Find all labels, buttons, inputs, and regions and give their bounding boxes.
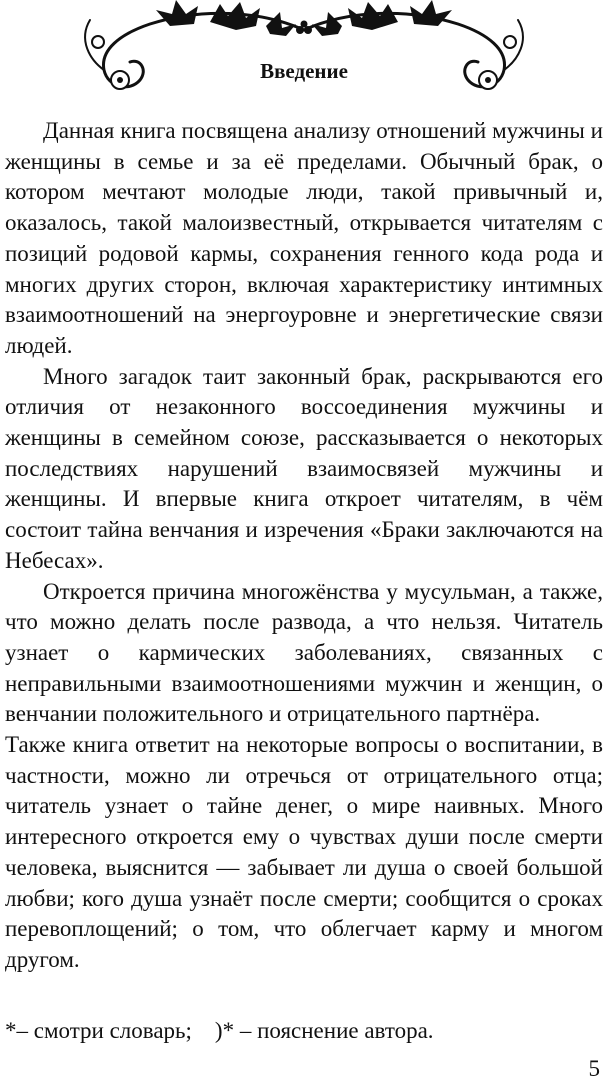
footnote: *– смотри словарь; )* – пояснение автора. xyxy=(5,1018,434,1043)
paragraph-4: Также книга ответит на некоторые вопросы о воспитании, в частности, можно ли отречься от отрицательного отца; читатель узнает о тайне денег, о мире наивных. Много интересного откроется ему о чувствах души после смерти человека, выяснится — забывает ли душа о своей большой любви; кого душа узнаёт после смерти; сообщится о сроках перевоплощений; о том, что облегчает карму и многом другом. xyxy=(5,732,603,972)
paragraph-2: Много загадок таит законный брак, раскрываются его отличия от незаконного воссоединения мужчины и женщины в семейном союзе, рассказывается о некоторых последствиях нарушений взаимосвязей мужчины и женщины. И впервые книга откроет читателям, в чём состоит тайна венчания и изречения «Браки заключаются на Небесах». xyxy=(5,363,603,573)
holly-flourish-icon xyxy=(60,0,548,100)
body-text xyxy=(5,116,603,976)
page-title: Введение xyxy=(260,59,348,83)
page-number: 5 xyxy=(588,1056,600,1081)
paragraph-1: Данная книга посвящена анализу отношений мужчины и женщины в семье и за её пределами. Обычный брак, о котором мечтают молодые люди, такой привычный и, оказалось, такой малоизвестный, открывается читателям с позиций родовой кармы, сохранения генного кода рода и многих других сторон, включая характеристику интимных взаимоотношений на энергоуровне и энергетические связи людей. xyxy=(5,118,603,358)
paragraph-3: Откроется причина многожёнства у мусульман, а также, что можно делать после развода, а что нельзя. Читатель узнает о кармических заболеваниях, связанных с неправильными взаимоотношениями мужчин и женщин, о венчании положительного и отрицательного партнёра. xyxy=(5,578,603,727)
